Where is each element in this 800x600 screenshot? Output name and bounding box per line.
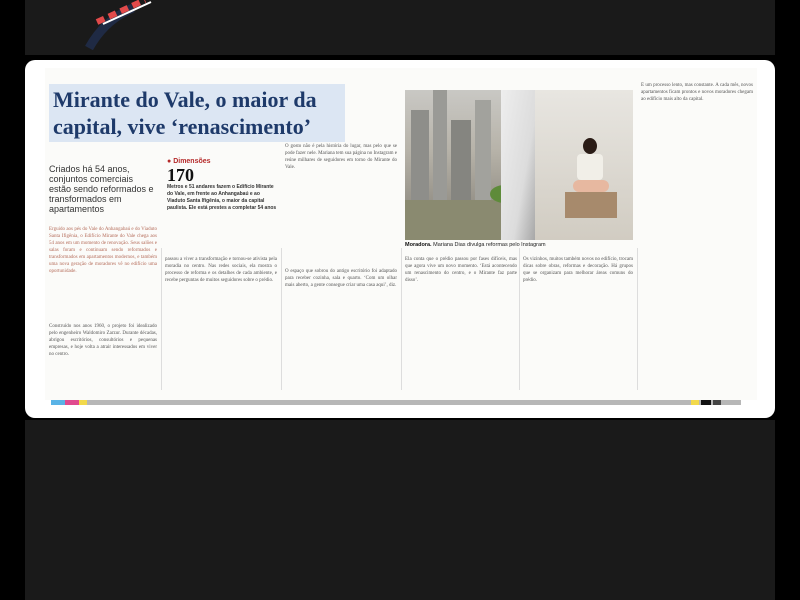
article-column-3b: O espaço que sobrou do antigo escritório foi adaptado para receber cozinha, sala e quarto. ‘Com um olhar mais aberto, a gente consegue criar uma casa aqui’, diz. <box>285 269 397 288</box>
terrace <box>405 200 515 240</box>
article-column-5: Os vizinhos, muitos também novos no edifício, trocam dicas sobre obras, reformas e decoração. Há grupos que se organizam para melhorar áreas comuns do prédio. <box>523 257 633 283</box>
column-rule <box>637 248 638 390</box>
print-color-bar <box>51 400 741 405</box>
article-column-4: Ela conta que o prédio passou por fases difíceis, mas que agora vive um novo momento. ‘Está acontecendo um renascimento do centro, e o Mirante faz parte disso’. <box>405 257 517 283</box>
article-column-1: Erguido aos pés do Vale do Anhangabaú e do Viaduto Santa Ifigênia, o Edifício Mirante do Vale chega aos 54 anos em um momento de renovação. Seus salões e salas foram e continuam sendo reformados e transformados em apartamentos modernos, e também uma nova geração de moradores vê no edifício uma oportunidade. <box>49 227 157 274</box>
newspaper-clipping <box>25 60 775 418</box>
building-shape <box>475 100 491 200</box>
window-frame <box>501 90 539 240</box>
column-rule <box>401 248 402 390</box>
subheadline: Criados há 54 anos, conjuntos comerciais estão sendo reformados e transformados em apartamentos <box>49 164 154 214</box>
column-rule <box>161 248 162 390</box>
article-column-2: passou a viver a transformação e tornou-se ativista pela moradia no centro. Nas redes sociais, ela mostra o processo de reforma e os detalhes de cada ambiente, e recebe perguntas de muitos seguidores sobre o prédio. <box>165 257 277 283</box>
person-figure <box>573 138 607 218</box>
video-top-bar <box>25 0 775 55</box>
building-shape <box>433 90 447 200</box>
video-bottom-area <box>25 420 775 600</box>
article-photo <box>405 90 633 240</box>
newspaper-page <box>45 68 757 400</box>
article-column-6: É um processo lento, mas constante. A cada mês, novos apartamentos ficam prontos e novos moradores chegam ao edifício mais alto da capital. <box>641 83 753 102</box>
stat-text: Metros e 51 andares fazem o Edifício Mirante do Vale, em frente ao Anhangabaú e ao Viaduto Santa Ifigênia, o maior da capital paulista. Ele está prestes a completar 54 anos <box>167 184 277 211</box>
stat-box <box>167 158 279 212</box>
column-rule <box>281 248 282 390</box>
stat-number: 170 <box>167 165 194 185</box>
stat-label: ● Dimensões <box>167 158 279 166</box>
article-column-1b: Construído nos anos 1960, o projeto foi idealizado pelo engenheiro Waldomiro Zarzur. Durante décadas, abrigou escritórios, consultórios e pequenas empresas, e hoje volta a atrair interessados em viver no centro. <box>49 324 157 357</box>
logo-icon <box>85 0 165 50</box>
photo-caption <box>405 242 635 249</box>
article-column-3: O gosto não é pela história do lugar, mas pelo que se pode fazer nele. Mariana tem sua página no Instagram e reúne milhares de seguidores em torno do Mirante do Vale. <box>285 144 397 170</box>
caption-bold: Moradora. <box>405 242 432 248</box>
headline: Mirante do Vale, o maior da capital, vive ‘renascimento’ <box>49 84 345 142</box>
building-shape <box>411 110 429 200</box>
caption-text: Mariana Dias divulga reformas pelo Instagram <box>431 242 546 248</box>
column-rule <box>519 248 520 390</box>
building-shape <box>451 120 471 200</box>
